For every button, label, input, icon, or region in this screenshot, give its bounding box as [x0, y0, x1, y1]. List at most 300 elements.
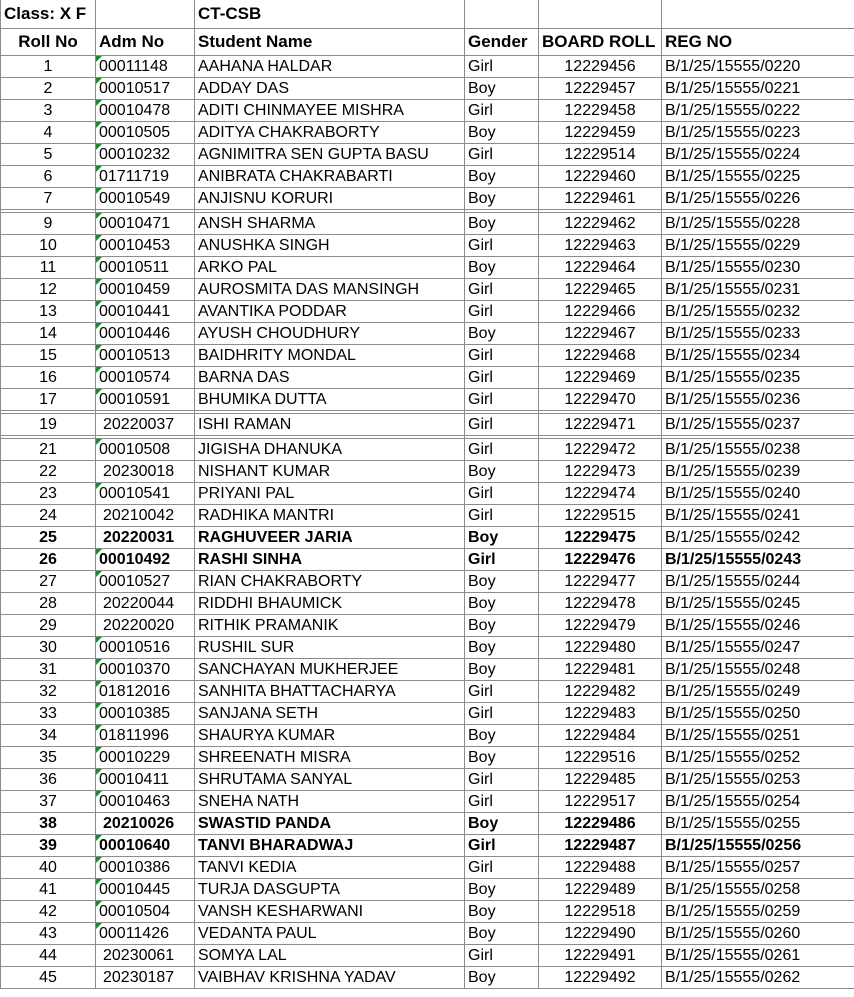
- adm-no-cell[interactable]: [96, 301, 195, 323]
- empty-cell[interactable]: [662, 0, 854, 29]
- gender-cell[interactable]: [465, 857, 539, 879]
- board-roll-cell[interactable]: [539, 571, 662, 593]
- reg-no-cell[interactable]: [662, 879, 854, 901]
- student-name-cell[interactable]: [195, 879, 465, 901]
- adm-no-cell[interactable]: [96, 122, 195, 144]
- board-roll-cell[interactable]: [539, 414, 662, 436]
- gender-cell[interactable]: [465, 166, 539, 188]
- board-roll-cell[interactable]: [539, 945, 662, 967]
- gender-cell[interactable]: [465, 389, 539, 411]
- roll-no-cell[interactable]: [1, 483, 96, 505]
- roll-no-cell[interactable]: [1, 166, 96, 188]
- board-roll-cell[interactable]: [539, 593, 662, 615]
- roll-no-cell[interactable]: [1, 637, 96, 659]
- reg-no-cell[interactable]: [662, 414, 854, 436]
- student-name-cell[interactable]: [195, 923, 465, 945]
- adm-no-cell[interactable]: [96, 279, 195, 301]
- empty-cell[interactable]: [539, 0, 662, 29]
- student-name-cell-text: AVANTIKA PODDAR: [198, 302, 347, 320]
- reg-no-cell-text: B/1/25/15555/0225: [665, 167, 801, 185]
- reg-no-cell[interactable]: [662, 188, 854, 210]
- student-name-cell[interactable]: [195, 461, 465, 483]
- gender-cell[interactable]: [465, 100, 539, 122]
- adm-no-cell[interactable]: [96, 389, 195, 411]
- reg-no-cell[interactable]: [662, 301, 854, 323]
- adm-no-cell-text: 00010517: [99, 79, 171, 97]
- gender-cell[interactable]: [465, 367, 539, 389]
- roll-no-cell[interactable]: [1, 681, 96, 703]
- gender-cell[interactable]: [465, 549, 539, 571]
- adm-no-cell[interactable]: [96, 945, 195, 967]
- board-roll-cell-text: 12229514: [564, 145, 636, 163]
- roll-no-cell[interactable]: [1, 100, 96, 122]
- roll-no-cell[interactable]: [1, 389, 96, 411]
- student-name-cell[interactable]: [195, 593, 465, 615]
- error-indicator-icon: [96, 100, 102, 106]
- gender-cell-text: Boy: [468, 924, 496, 942]
- adm-no-cell[interactable]: [96, 593, 195, 615]
- reg-no-cell-text: B/1/25/15555/0235: [665, 368, 801, 386]
- adm-no-cell[interactable]: [96, 791, 195, 813]
- gender-cell[interactable]: [465, 791, 539, 813]
- header-adm-no[interactable]: Adm No: [96, 29, 195, 56]
- board-roll-cell[interactable]: [539, 323, 662, 345]
- adm-no-cell[interactable]: [96, 703, 195, 725]
- header-board-roll[interactable]: BOARD ROLL: [539, 29, 662, 56]
- reg-no-cell[interactable]: [662, 439, 854, 461]
- adm-no-cell[interactable]: [96, 769, 195, 791]
- adm-no-cell[interactable]: [96, 100, 195, 122]
- gender-cell[interactable]: [465, 345, 539, 367]
- adm-no-cell[interactable]: [96, 681, 195, 703]
- student-name-cell[interactable]: [195, 301, 465, 323]
- board-roll-cell-text: 12229488: [564, 858, 636, 876]
- gender-cell-text: Girl: [468, 704, 493, 722]
- student-name-cell[interactable]: [195, 813, 465, 835]
- error-indicator-icon: [96, 769, 102, 775]
- roll-no-cell[interactable]: [1, 747, 96, 769]
- student-name-cell[interactable]: [195, 725, 465, 747]
- board-roll-cell[interactable]: [539, 813, 662, 835]
- reg-no-cell[interactable]: [662, 769, 854, 791]
- gender-cell[interactable]: [465, 813, 539, 835]
- adm-no-cell[interactable]: [96, 505, 195, 527]
- adm-no-cell[interactable]: [96, 835, 195, 857]
- reg-no-cell[interactable]: [662, 235, 854, 257]
- gender-cell[interactable]: [465, 703, 539, 725]
- board-roll-cell[interactable]: [539, 257, 662, 279]
- student-name-cell[interactable]: [195, 747, 465, 769]
- student-name-cell[interactable]: [195, 345, 465, 367]
- adm-no-cell[interactable]: [96, 439, 195, 461]
- roll-no-cell-text: 44: [39, 946, 57, 964]
- reg-no-cell[interactable]: [662, 213, 854, 235]
- board-roll-cell[interactable]: [539, 144, 662, 166]
- header-reg-no[interactable]: REG NO: [662, 29, 854, 56]
- section-code[interactable]: CT-CSB: [195, 0, 465, 29]
- header-gender[interactable]: Gender: [465, 29, 539, 56]
- adm-no-cell[interactable]: [96, 235, 195, 257]
- gender-cell[interactable]: [465, 279, 539, 301]
- error-indicator-icon: [96, 301, 102, 307]
- reg-no-cell[interactable]: [662, 923, 854, 945]
- board-roll-cell[interactable]: [539, 78, 662, 100]
- student-name-cell[interactable]: [195, 78, 465, 100]
- roll-no-cell[interactable]: [1, 414, 96, 436]
- reg-no-cell[interactable]: [662, 813, 854, 835]
- gender-cell[interactable]: [465, 527, 539, 549]
- error-indicator-icon: [96, 637, 102, 643]
- gender-cell[interactable]: [465, 747, 539, 769]
- reg-no-cell[interactable]: [662, 78, 854, 100]
- student-name-cell[interactable]: [195, 235, 465, 257]
- adm-no-cell[interactable]: [96, 188, 195, 210]
- student-name-cell[interactable]: [195, 791, 465, 813]
- board-roll-cell[interactable]: [539, 879, 662, 901]
- board-roll-cell[interactable]: [539, 901, 662, 923]
- student-name-cell[interactable]: [195, 901, 465, 923]
- student-name-cell[interactable]: [195, 389, 465, 411]
- board-roll-cell[interactable]: [539, 439, 662, 461]
- adm-no-cell[interactable]: [96, 901, 195, 923]
- board-roll-cell[interactable]: [539, 505, 662, 527]
- student-name-cell[interactable]: [195, 527, 465, 549]
- gender-cell[interactable]: [465, 235, 539, 257]
- student-name-cell[interactable]: [195, 681, 465, 703]
- student-name-cell[interactable]: [195, 857, 465, 879]
- roll-no-cell[interactable]: [1, 615, 96, 637]
- board-roll-cell[interactable]: [539, 857, 662, 879]
- board-roll-cell-text: 12229485: [564, 770, 636, 788]
- roll-no-cell[interactable]: [1, 439, 96, 461]
- roll-no-cell[interactable]: [1, 323, 96, 345]
- gender-cell[interactable]: [465, 414, 539, 436]
- gender-cell[interactable]: [465, 188, 539, 210]
- adm-no-cell-text: 01812016: [99, 682, 171, 700]
- gender-cell-text: Boy: [468, 462, 496, 480]
- roll-no-cell[interactable]: [1, 945, 96, 967]
- student-name-cell-text: ANUSHKA SINGH: [198, 236, 330, 254]
- reg-no-cell[interactable]: [662, 122, 854, 144]
- student-name-cell[interactable]: [195, 414, 465, 436]
- gender-cell[interactable]: [465, 505, 539, 527]
- board-roll-cell[interactable]: [539, 389, 662, 411]
- gender-cell[interactable]: [465, 725, 539, 747]
- board-roll-cell[interactable]: [539, 345, 662, 367]
- adm-no-cell[interactable]: [96, 213, 195, 235]
- empty-cell[interactable]: [465, 0, 539, 29]
- board-roll-cell-text: 12229472: [564, 440, 636, 458]
- student-name-cell[interactable]: [195, 257, 465, 279]
- reg-no-cell[interactable]: [662, 527, 854, 549]
- roll-no-cell[interactable]: [1, 235, 96, 257]
- reg-no-cell[interactable]: [662, 945, 854, 967]
- student-name-cell-text: SANHITA BHATTACHARYA: [198, 682, 396, 700]
- roll-no-cell[interactable]: [1, 122, 96, 144]
- roll-no-cell[interactable]: [1, 257, 96, 279]
- gender-cell[interactable]: [465, 213, 539, 235]
- board-roll-cell[interactable]: [539, 923, 662, 945]
- adm-no-cell[interactable]: [96, 461, 195, 483]
- roll-no-cell[interactable]: [1, 967, 96, 989]
- student-name-cell[interactable]: [195, 122, 465, 144]
- adm-no-cell[interactable]: [96, 659, 195, 681]
- reg-no-cell[interactable]: [662, 166, 854, 188]
- adm-no-cell[interactable]: [96, 637, 195, 659]
- roll-no-cell[interactable]: [1, 461, 96, 483]
- error-indicator-icon: [96, 879, 102, 885]
- gender-cell[interactable]: [465, 56, 539, 78]
- roll-no-cell[interactable]: [1, 213, 96, 235]
- adm-no-cell[interactable]: [96, 967, 195, 989]
- board-roll-cell[interactable]: [539, 188, 662, 210]
- reg-no-cell[interactable]: [662, 549, 854, 571]
- adm-no-cell[interactable]: [96, 323, 195, 345]
- reg-no-cell[interactable]: [662, 681, 854, 703]
- student-name-cell[interactable]: [195, 703, 465, 725]
- student-name-cell[interactable]: [195, 323, 465, 345]
- reg-no-cell[interactable]: [662, 725, 854, 747]
- roll-no-cell[interactable]: [1, 78, 96, 100]
- reg-no-cell[interactable]: [662, 659, 854, 681]
- roll-no-cell[interactable]: [1, 505, 96, 527]
- reg-no-cell[interactable]: [662, 593, 854, 615]
- board-roll-cell[interactable]: [539, 483, 662, 505]
- gender-cell[interactable]: [465, 257, 539, 279]
- adm-no-cell[interactable]: [96, 923, 195, 945]
- board-roll-cell[interactable]: [539, 56, 662, 78]
- board-roll-cell[interactable]: [539, 166, 662, 188]
- student-name-cell[interactable]: [195, 571, 465, 593]
- gender-cell[interactable]: [465, 461, 539, 483]
- roll-no-cell[interactable]: [1, 835, 96, 857]
- reg-no-cell[interactable]: [662, 483, 854, 505]
- reg-no-cell[interactable]: [662, 637, 854, 659]
- student-name-cell[interactable]: [195, 769, 465, 791]
- adm-no-cell[interactable]: [96, 56, 195, 78]
- reg-no-cell[interactable]: [662, 144, 854, 166]
- reg-no-cell[interactable]: [662, 571, 854, 593]
- board-roll-cell[interactable]: [539, 791, 662, 813]
- adm-no-cell[interactable]: [96, 144, 195, 166]
- board-roll-cell[interactable]: [539, 637, 662, 659]
- adm-no-cell[interactable]: [96, 571, 195, 593]
- gender-cell-text: Boy: [468, 167, 496, 185]
- student-name-cell[interactable]: [195, 100, 465, 122]
- student-name-cell[interactable]: [195, 945, 465, 967]
- adm-no-cell[interactable]: [96, 725, 195, 747]
- gender-cell[interactable]: [465, 571, 539, 593]
- gender-cell[interactable]: [465, 637, 539, 659]
- gender-cell[interactable]: [465, 439, 539, 461]
- student-name-cell[interactable]: [195, 144, 465, 166]
- gender-cell[interactable]: [465, 769, 539, 791]
- board-roll-cell[interactable]: [539, 703, 662, 725]
- adm-no-cell[interactable]: [96, 527, 195, 549]
- roll-no-cell[interactable]: [1, 879, 96, 901]
- adm-no-cell[interactable]: [96, 78, 195, 100]
- board-roll-cell[interactable]: [539, 100, 662, 122]
- roll-no-cell[interactable]: [1, 301, 96, 323]
- adm-no-cell[interactable]: [96, 166, 195, 188]
- roll-no-cell[interactable]: [1, 659, 96, 681]
- board-roll-cell[interactable]: [539, 659, 662, 681]
- reg-no-cell-text: B/1/25/15555/0241: [665, 506, 801, 524]
- student-name-cell[interactable]: [195, 439, 465, 461]
- table-row: [1, 122, 854, 144]
- adm-no-cell[interactable]: [96, 857, 195, 879]
- reg-no-cell[interactable]: [662, 389, 854, 411]
- reg-no-cell[interactable]: [662, 505, 854, 527]
- student-name-cell[interactable]: [195, 56, 465, 78]
- board-roll-cell-text: 12229464: [564, 258, 636, 276]
- roll-no-cell[interactable]: [1, 188, 96, 210]
- board-roll-cell[interactable]: [539, 549, 662, 571]
- gender-cell[interactable]: [465, 945, 539, 967]
- gender-cell-text: Boy: [468, 726, 496, 744]
- reg-no-cell[interactable]: [662, 257, 854, 279]
- roll-no-cell[interactable]: [1, 56, 96, 78]
- adm-no-cell[interactable]: [96, 549, 195, 571]
- roll-no-cell[interactable]: [1, 367, 96, 389]
- gender-cell[interactable]: [465, 122, 539, 144]
- roll-no-cell[interactable]: [1, 144, 96, 166]
- board-roll-cell[interactable]: [539, 725, 662, 747]
- adm-no-cell[interactable]: [96, 483, 195, 505]
- reg-no-cell[interactable]: [662, 279, 854, 301]
- gender-cell[interactable]: [465, 483, 539, 505]
- board-roll-cell-text: 12229465: [564, 280, 636, 298]
- student-name-cell-text: PRIYANI PAL: [198, 484, 295, 502]
- gender-cell[interactable]: [465, 923, 539, 945]
- adm-no-cell[interactable]: [96, 257, 195, 279]
- student-name-cell-text: VANSH KESHARWANI: [198, 902, 364, 920]
- student-name-cell[interactable]: [195, 367, 465, 389]
- student-name-cell[interactable]: [195, 166, 465, 188]
- gender-cell[interactable]: [465, 144, 539, 166]
- student-name-cell[interactable]: [195, 615, 465, 637]
- board-roll-cell[interactable]: [539, 301, 662, 323]
- error-indicator-icon: [96, 703, 102, 709]
- board-roll-cell[interactable]: [539, 615, 662, 637]
- roll-no-cell[interactable]: [1, 923, 96, 945]
- roll-no-cell[interactable]: [1, 857, 96, 879]
- board-roll-cell-text: 12229463: [564, 236, 636, 254]
- board-roll-cell[interactable]: [539, 835, 662, 857]
- board-roll-cell[interactable]: [539, 967, 662, 989]
- student-name-cell[interactable]: [195, 483, 465, 505]
- adm-no-cell[interactable]: [96, 345, 195, 367]
- roll-no-cell[interactable]: [1, 769, 96, 791]
- gender-cell[interactable]: [465, 659, 539, 681]
- board-roll-cell[interactable]: [539, 235, 662, 257]
- roll-no-cell[interactable]: [1, 791, 96, 813]
- board-roll-cell[interactable]: [539, 769, 662, 791]
- roll-no-cell[interactable]: [1, 813, 96, 835]
- adm-no-cell[interactable]: [96, 813, 195, 835]
- roll-no-cell-text: 7: [43, 189, 53, 207]
- board-roll-cell[interactable]: [539, 367, 662, 389]
- roll-no-cell[interactable]: [1, 901, 96, 923]
- adm-no-cell-text: 00011148: [99, 57, 168, 75]
- board-roll-cell-text: 12229470: [564, 390, 636, 408]
- adm-no-cell[interactable]: [96, 367, 195, 389]
- header-roll-no[interactable]: Roll No: [1, 29, 96, 56]
- class-label[interactable]: Class: X F: [1, 0, 96, 29]
- reg-no-cell[interactable]: [662, 747, 854, 769]
- roll-no-cell[interactable]: [1, 593, 96, 615]
- adm-no-cell[interactable]: [96, 879, 195, 901]
- gender-cell[interactable]: [465, 615, 539, 637]
- reg-no-cell[interactable]: [662, 791, 854, 813]
- gender-cell[interactable]: [465, 681, 539, 703]
- reg-no-cell[interactable]: [662, 56, 854, 78]
- board-roll-cell[interactable]: [539, 122, 662, 144]
- roll-no-cell[interactable]: [1, 279, 96, 301]
- roll-no-cell[interactable]: [1, 725, 96, 747]
- student-name-cell[interactable]: [195, 213, 465, 235]
- gender-cell[interactable]: [465, 323, 539, 345]
- header-student-name[interactable]: Student Name: [195, 29, 465, 56]
- roll-no-cell-text: 6: [43, 167, 53, 185]
- board-roll-cell[interactable]: [539, 461, 662, 483]
- reg-no-cell[interactable]: [662, 615, 854, 637]
- reg-no-cell[interactable]: [662, 835, 854, 857]
- adm-no-cell[interactable]: [96, 615, 195, 637]
- reg-no-cell[interactable]: [662, 461, 854, 483]
- reg-no-cell[interactable]: [662, 857, 854, 879]
- board-roll-cell[interactable]: [539, 279, 662, 301]
- student-name-cell[interactable]: [195, 505, 465, 527]
- reg-no-cell[interactable]: [662, 367, 854, 389]
- student-name-cell[interactable]: [195, 659, 465, 681]
- board-roll-cell[interactable]: [539, 681, 662, 703]
- student-name-cell[interactable]: [195, 835, 465, 857]
- reg-no-cell[interactable]: [662, 901, 854, 923]
- reg-no-cell[interactable]: [662, 345, 854, 367]
- adm-no-cell[interactable]: [96, 414, 195, 436]
- gender-cell[interactable]: [465, 879, 539, 901]
- reg-no-cell[interactable]: [662, 323, 854, 345]
- student-name-cell[interactable]: [195, 637, 465, 659]
- gender-cell[interactable]: [465, 593, 539, 615]
- reg-no-cell[interactable]: [662, 100, 854, 122]
- empty-cell[interactable]: [96, 0, 195, 29]
- roll-no-cell[interactable]: [1, 571, 96, 593]
- student-name-cell[interactable]: [195, 549, 465, 571]
- student-name-cell[interactable]: [195, 188, 465, 210]
- student-name-cell-text: ADDAY DAS: [198, 79, 289, 97]
- roll-no-cell[interactable]: [1, 703, 96, 725]
- gender-cell[interactable]: [465, 78, 539, 100]
- gender-cell[interactable]: [465, 835, 539, 857]
- student-name-cell[interactable]: [195, 279, 465, 301]
- gender-cell[interactable]: [465, 301, 539, 323]
- board-roll-cell[interactable]: [539, 213, 662, 235]
- board-roll-cell[interactable]: [539, 527, 662, 549]
- gender-cell[interactable]: [465, 967, 539, 989]
- reg-no-cell[interactable]: [662, 703, 854, 725]
- roll-no-cell[interactable]: [1, 345, 96, 367]
- roll-no-cell[interactable]: [1, 527, 96, 549]
- reg-no-cell[interactable]: [662, 967, 854, 989]
- student-name-cell[interactable]: [195, 967, 465, 989]
- adm-no-cell[interactable]: [96, 747, 195, 769]
- roll-no-cell-text: 12: [39, 280, 57, 298]
- gender-cell[interactable]: [465, 901, 539, 923]
- roll-no-cell[interactable]: [1, 549, 96, 571]
- board-roll-cell[interactable]: [539, 747, 662, 769]
